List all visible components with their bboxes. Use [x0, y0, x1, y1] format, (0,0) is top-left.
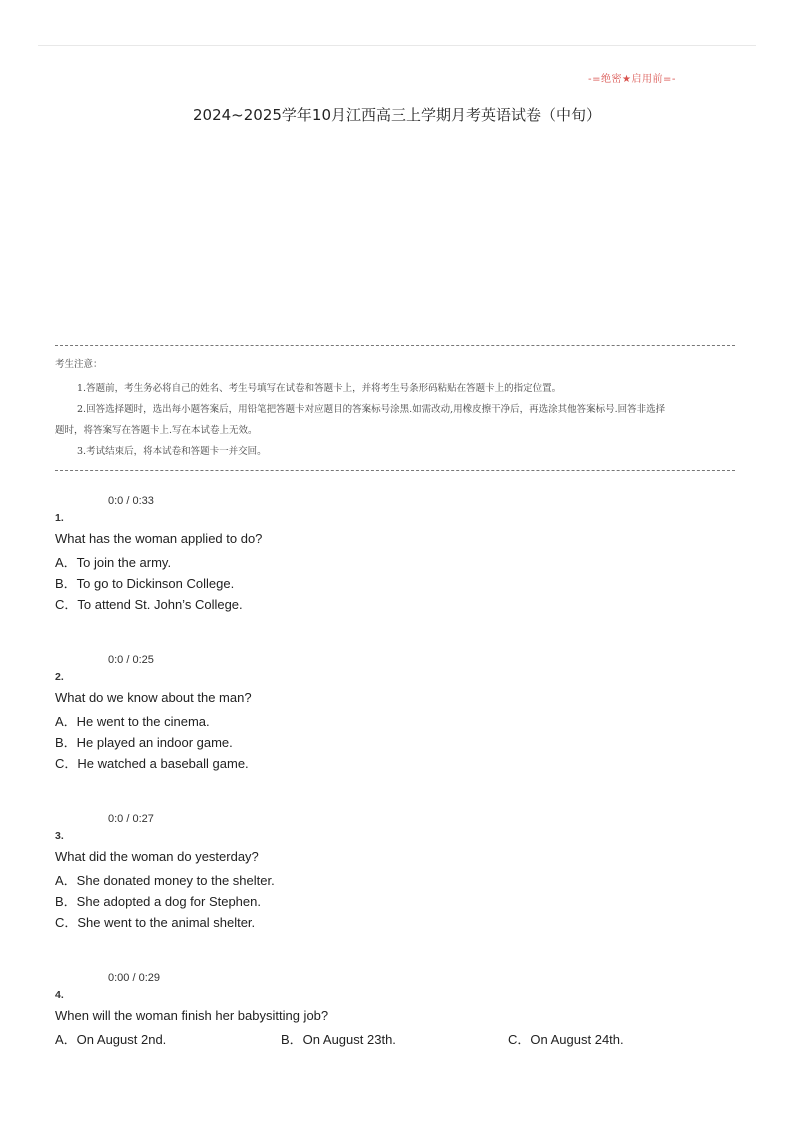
question-number: 2.	[55, 671, 64, 683]
question-stem: What has the woman applied to do?	[55, 531, 263, 546]
audio-player-time[interactable]: 0:0 / 0:33	[108, 495, 154, 507]
question-number: 1.	[55, 512, 64, 524]
question-stem: What did the woman do yesterday?	[55, 849, 259, 864]
audio-player-time[interactable]: 0:0 / 0:25	[108, 654, 154, 666]
dashed-divider-bottom	[55, 470, 735, 471]
notice-item-2: 2.回答选择题时，选出每小题答案后，用铅笔把答题卡对应题目的答案标号涂黑.如需改动,用橡皮擦干净后，再选涂其他答案标号.回答非选择	[77, 404, 666, 415]
notice-item-1: 1.答题前，考生务必将自己的姓名、考生号填写在试卷和答题卡上，并将考生号条形码粘贴在答题卡上的指定位置。	[77, 383, 562, 394]
question-stem: What do we know about the man?	[55, 690, 252, 705]
option-c[interactable]: C．She went to the animal shelter.	[55, 915, 256, 930]
option-a[interactable]: A．He went to the cinema.	[55, 714, 210, 729]
exam-notice	[55, 356, 740, 462]
option-a[interactable]: A．To join the army.	[55, 555, 172, 570]
option-b[interactable]: B．She adopted a dog for Stephen.	[55, 894, 261, 909]
option-b[interactable]: B．On August 23th.	[281, 1032, 396, 1047]
option-c[interactable]: C．He watched a baseball game.	[55, 756, 249, 771]
question-number: 4.	[55, 989, 64, 1001]
option-a[interactable]: A．On August 2nd.	[55, 1032, 167, 1047]
question-number: 3.	[55, 830, 64, 842]
secret-label: -=绝密★启用前=-	[588, 74, 676, 85]
notice-heading: 考生注意：	[55, 359, 103, 370]
dashed-divider-top	[55, 345, 735, 346]
audio-player-time[interactable]: 0:0 / 0:27	[108, 813, 154, 825]
top-rule	[38, 45, 756, 46]
option-c[interactable]: C．To attend St. John’s College.	[55, 597, 243, 612]
option-c[interactable]: C．On August 24th.	[508, 1032, 624, 1047]
question-stem: When will the woman finish her babysitting job?	[55, 1008, 329, 1023]
notice-item-2-cont: 题时，将答案写在答题卡上.写在本试卷上无效。	[55, 425, 258, 436]
option-b[interactable]: B．To go to Dickinson College.	[55, 576, 235, 591]
notice-item-3: 3.考试结束后，将本试卷和答题卡一并交回。	[77, 446, 267, 457]
option-a[interactable]: A．She donated money to the shelter.	[55, 873, 275, 888]
audio-player-time[interactable]: 0:00 / 0:29	[108, 972, 160, 984]
option-b[interactable]: B．He played an indoor game.	[55, 735, 233, 750]
exam-title: 2024~2025学年10月江西高三上学期月考英语试卷（中旬）	[192, 106, 601, 124]
